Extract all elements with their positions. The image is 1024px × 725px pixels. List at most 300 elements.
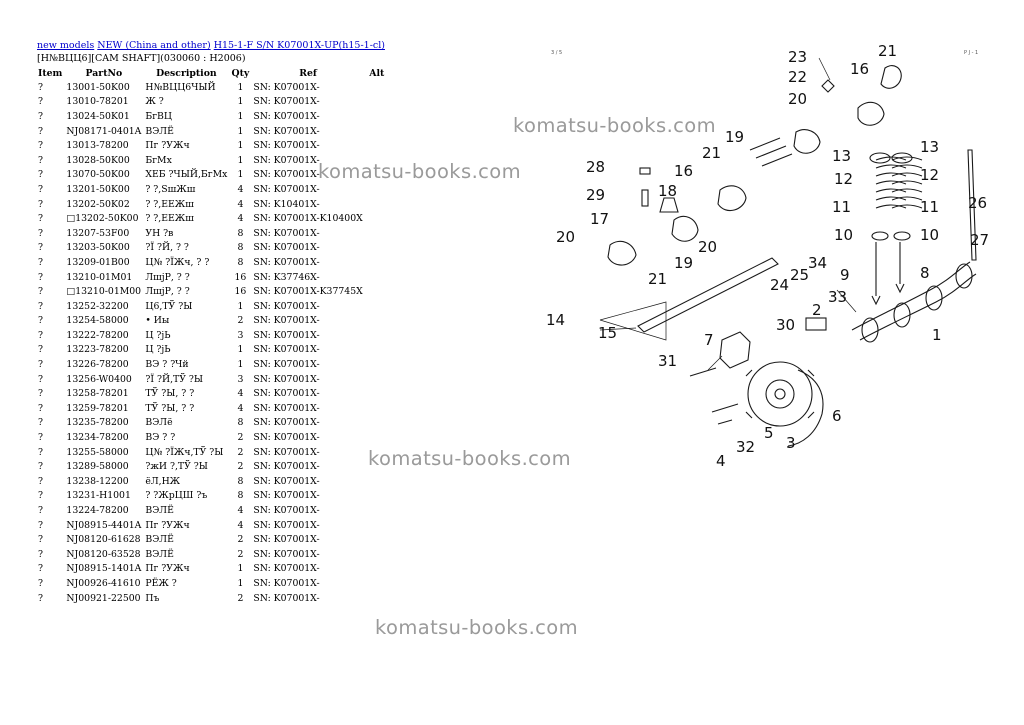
qty-cell: 8 bbox=[237, 475, 244, 487]
parts-table-body bbox=[36, 80, 389, 605]
watermark-3: komatsu-books.com bbox=[368, 447, 572, 470]
qty-cell: 1 bbox=[237, 81, 244, 93]
qty-cell: 2 bbox=[237, 548, 244, 560]
col-header-item: Item bbox=[38, 67, 63, 79]
qty-cell: 1 bbox=[237, 344, 244, 356]
col-header-alt: Alt bbox=[369, 67, 385, 79]
description-cell: ? ?,ЕЕЖш bbox=[145, 213, 194, 225]
description-cell: Ж ? bbox=[145, 96, 164, 108]
alt-cell bbox=[365, 430, 389, 445]
alt-cell bbox=[365, 576, 389, 591]
description-cell: ВЭ ? ? bbox=[145, 432, 176, 444]
description-cell: ЛшjР, ? ? bbox=[145, 286, 190, 298]
table-row bbox=[36, 416, 389, 431]
alt-cell bbox=[365, 138, 389, 153]
alt-cell bbox=[365, 270, 389, 285]
qty-cell: 1 bbox=[237, 125, 244, 137]
page-mark-right: P J - 1 bbox=[964, 50, 979, 56]
ref-cell: SN: K07001X- bbox=[253, 125, 320, 137]
table-row bbox=[36, 489, 389, 504]
description-cell: Пг ?УЖч bbox=[145, 563, 190, 575]
qty-cell: 8 bbox=[237, 490, 244, 502]
table-row bbox=[36, 532, 389, 547]
partno-cell: 13201-50K00 bbox=[66, 183, 130, 195]
description-cell: ТЎ ?Ы, ? ? bbox=[145, 388, 195, 400]
watermark-4: komatsu-books.com bbox=[375, 616, 579, 639]
partno-cell: 13256-W0400 bbox=[66, 373, 132, 385]
ref-cell: SN: K07001X- bbox=[253, 432, 320, 444]
partno-cell: 13203-50K00 bbox=[66, 242, 130, 254]
alt-cell bbox=[365, 562, 389, 577]
table-row bbox=[36, 591, 389, 606]
ref-cell: SN: K07001X- bbox=[253, 96, 320, 108]
description-cell: Ц№ ?ЇЖч, ? ? bbox=[145, 256, 210, 268]
description-cell: Пг ?УЖч bbox=[145, 140, 190, 152]
partno-cell: 13231-H1001 bbox=[66, 490, 131, 502]
callout-22: 22 bbox=[788, 68, 808, 86]
qty-cell: 2 bbox=[237, 534, 244, 546]
callout-14: 14 bbox=[546, 311, 566, 329]
description-cell: Пъ bbox=[145, 592, 160, 604]
qty-cell: 3 bbox=[237, 373, 244, 385]
callout-13b: 13 bbox=[920, 138, 940, 156]
table-row bbox=[36, 445, 389, 460]
alt-cell bbox=[365, 255, 389, 270]
description-cell: • Иы bbox=[145, 315, 170, 327]
col-header-ref: Ref bbox=[299, 67, 317, 79]
qty-cell: 8 bbox=[237, 256, 244, 268]
ref-cell: SN: K07001X- bbox=[253, 256, 320, 268]
callout-21: 21 bbox=[878, 42, 898, 60]
item-cell: ? bbox=[38, 154, 43, 166]
alt-cell bbox=[365, 547, 389, 562]
qty-cell: 1 bbox=[237, 563, 244, 575]
callout-1: 1 bbox=[932, 326, 942, 344]
alt-cell bbox=[365, 357, 389, 372]
description-cell: ТЎ ?Ы, ? ? bbox=[145, 402, 195, 414]
ref-cell: SN: K07001X- bbox=[253, 300, 320, 312]
alt-cell bbox=[365, 343, 389, 358]
alt-cell bbox=[365, 386, 389, 401]
item-cell: ? bbox=[38, 475, 43, 487]
partno-cell: 13001-50K00 bbox=[66, 81, 130, 93]
table-row bbox=[36, 314, 389, 329]
partno-cell: NJ08120-61628 bbox=[66, 534, 141, 546]
qty-cell: 4 bbox=[237, 519, 244, 531]
partno-cell: 13258-78201 bbox=[66, 388, 129, 400]
ref-cell: SN: K07001X- bbox=[253, 490, 320, 502]
table-row bbox=[36, 372, 389, 387]
item-cell: ? bbox=[38, 577, 43, 589]
partno-cell: 13070-50K00 bbox=[66, 169, 130, 181]
ref-cell: SN: K07001X- bbox=[253, 519, 320, 531]
partno-cell: 13255-58000 bbox=[66, 446, 129, 458]
partno-cell: NJ08120-63528 bbox=[66, 548, 141, 560]
qty-cell: 16 bbox=[234, 271, 247, 283]
qty-cell: 8 bbox=[237, 227, 244, 239]
item-cell: ? bbox=[38, 183, 43, 195]
table-row bbox=[36, 226, 389, 241]
qty-cell: 4 bbox=[237, 505, 244, 517]
table-header-row bbox=[36, 66, 389, 80]
description-cell: Ц№ ?ЇЖч,ТЎ ?Ы bbox=[145, 446, 224, 458]
table-row bbox=[36, 241, 389, 256]
partno-cell: 13238-12200 bbox=[66, 475, 129, 487]
description-cell: Ц ?јЬ bbox=[145, 329, 171, 341]
ref-cell: SN: K07001X- bbox=[253, 505, 320, 517]
breadcrumb-link-model[interactable]: H15-1-F S/N K07001X-UP(h15-1-cl) bbox=[213, 40, 385, 51]
item-cell: ? bbox=[38, 402, 43, 414]
callout-29: 29 bbox=[586, 186, 606, 204]
item-cell: ? bbox=[38, 169, 43, 181]
callout-26: 26 bbox=[968, 194, 988, 212]
table-row bbox=[36, 357, 389, 372]
qty-cell: 1 bbox=[237, 359, 244, 371]
alt-cell bbox=[365, 503, 389, 518]
partno-cell: 13223-78200 bbox=[66, 344, 129, 356]
callout-27: 27 bbox=[970, 231, 990, 249]
item-cell: ? bbox=[38, 81, 43, 93]
qty-cell: 8 bbox=[237, 417, 244, 429]
table-row bbox=[36, 80, 389, 95]
cam-shaft-exploded-diagram bbox=[540, 40, 1010, 480]
item-cell: ? bbox=[38, 417, 43, 429]
alt-cell bbox=[365, 284, 389, 299]
callout-16b: 16 bbox=[850, 60, 870, 78]
description-cell: Ц ?јЬ bbox=[145, 344, 171, 356]
qty-cell: 4 bbox=[237, 183, 244, 195]
table-row bbox=[36, 343, 389, 358]
ref-cell: SN: K07001X- bbox=[253, 534, 320, 546]
item-cell: ? bbox=[38, 446, 43, 458]
callout-23: 23 bbox=[788, 48, 808, 66]
ref-cell: SN: K07001X- bbox=[253, 169, 320, 181]
alt-cell bbox=[365, 489, 389, 504]
ref-cell: SN: K07001X- bbox=[253, 359, 320, 371]
partno-cell: NJ08915-4401A bbox=[66, 519, 142, 531]
qty-cell: 1 bbox=[237, 577, 244, 589]
item-cell: ? bbox=[38, 373, 43, 385]
item-cell: ? bbox=[38, 505, 43, 517]
col-header-qty: Qty bbox=[231, 67, 250, 79]
alt-cell bbox=[365, 518, 389, 533]
callout-18: 18 bbox=[658, 182, 678, 200]
ref-cell: SN: K07001X- bbox=[253, 183, 320, 195]
alt-cell bbox=[365, 328, 389, 343]
callout-2: 2 bbox=[812, 301, 822, 319]
table-row bbox=[36, 430, 389, 445]
item-cell: ? bbox=[38, 388, 43, 400]
page-mark-left: 3 / 5 bbox=[551, 50, 563, 56]
item-cell: ? bbox=[38, 534, 43, 546]
table-row bbox=[36, 211, 389, 226]
callout-21b: 21 bbox=[702, 144, 722, 162]
callout-17: 17 bbox=[590, 210, 610, 228]
alt-cell bbox=[365, 474, 389, 489]
breadcrumb-link-new-models[interactable]: new models bbox=[37, 40, 95, 51]
callout-21c: 21 bbox=[648, 270, 668, 288]
qty-cell: 1 bbox=[237, 154, 244, 166]
qty-cell: 1 bbox=[237, 140, 244, 152]
partno-cell: 13259-78201 bbox=[66, 402, 129, 414]
description-cell: РЁЖ ? bbox=[145, 577, 177, 589]
ref-cell: SN: K07001X- bbox=[253, 446, 320, 458]
partno-cell: 13226-78200 bbox=[66, 359, 129, 371]
item-cell: ? bbox=[38, 563, 43, 575]
ref-cell: SN: K07001X- bbox=[253, 329, 320, 341]
callout-31: 31 bbox=[658, 352, 678, 370]
callout-16: 16 bbox=[674, 162, 694, 180]
item-cell: ? bbox=[38, 329, 43, 341]
table-row bbox=[36, 109, 389, 124]
ref-cell: SN: K07001X- bbox=[253, 592, 320, 604]
ref-cell: SN: K07001X- bbox=[253, 417, 320, 429]
callout-32: 32 bbox=[736, 438, 756, 456]
description-cell: ХЕБ ?ЧЫЙ,БгМх bbox=[145, 169, 228, 181]
table-row bbox=[36, 562, 389, 577]
breadcrumb-link-region[interactable]: NEW (China and other) bbox=[97, 40, 211, 51]
alt-cell bbox=[365, 372, 389, 387]
ref-cell: SN: K07001X- bbox=[253, 402, 320, 414]
callout-28: 28 bbox=[586, 158, 606, 176]
ref-cell: SN: K07001X- bbox=[253, 373, 320, 385]
item-cell: ? bbox=[38, 490, 43, 502]
table-row bbox=[36, 124, 389, 139]
qty-cell: 8 bbox=[237, 242, 244, 254]
alt-cell bbox=[365, 211, 389, 226]
callout-12b: 12 bbox=[920, 166, 940, 184]
item-cell: ? bbox=[38, 242, 43, 254]
callout-33: 33 bbox=[828, 288, 848, 306]
table-row bbox=[36, 255, 389, 270]
ref-cell: SN: K07001X- bbox=[253, 81, 320, 93]
description-cell: ВЭЛё bbox=[145, 417, 173, 429]
description-cell: ?Ї ?Й, ? ? bbox=[145, 242, 189, 254]
qty-cell: 1 bbox=[237, 300, 244, 312]
table-row bbox=[36, 182, 389, 197]
qty-cell: 2 bbox=[237, 461, 244, 473]
alt-cell bbox=[365, 591, 389, 606]
partno-cell: NJ00926-41610 bbox=[66, 577, 141, 589]
table-row bbox=[36, 576, 389, 591]
partno-cell: NJ08915-1401A bbox=[66, 563, 142, 575]
alt-cell bbox=[365, 80, 389, 95]
description-cell: ?Ї ?Й,ТЎ ?Ы bbox=[145, 373, 204, 385]
partno-cell: 13202-50K02 bbox=[66, 198, 130, 210]
qty-cell: 4 bbox=[237, 213, 244, 225]
alt-cell bbox=[365, 401, 389, 416]
alt-cell bbox=[365, 532, 389, 547]
item-cell: ? bbox=[38, 548, 43, 560]
item-cell: ? bbox=[38, 432, 43, 444]
callout-4: 4 bbox=[716, 452, 726, 470]
ref-cell: SN: K07001X- bbox=[253, 577, 320, 589]
item-cell: ? bbox=[38, 359, 43, 371]
partno-cell: 13224-78200 bbox=[66, 505, 129, 517]
callout-12: 12 bbox=[834, 170, 854, 188]
table-row bbox=[36, 284, 389, 299]
alt-cell bbox=[365, 226, 389, 241]
table-row bbox=[36, 197, 389, 212]
callout-30: 30 bbox=[776, 316, 796, 334]
ref-cell: SN: K07001X-K37745X bbox=[253, 286, 363, 298]
table-row bbox=[36, 95, 389, 110]
description-cell: УН ?в bbox=[145, 227, 174, 239]
callout-8: 8 bbox=[920, 264, 930, 282]
partno-cell: 13010-78201 bbox=[66, 96, 129, 108]
alt-cell bbox=[365, 124, 389, 139]
description-cell: ?жИ ?,ТЎ ?Ы bbox=[145, 461, 208, 473]
callout-20b: 20 bbox=[698, 238, 718, 256]
description-cell: ЛшjР, ? ? bbox=[145, 271, 190, 283]
alt-cell bbox=[365, 197, 389, 212]
ref-cell: SN: K07001X- bbox=[253, 227, 320, 239]
description-cell: Н№ВЦЦ6ЧЫЙ bbox=[145, 81, 216, 93]
table-row bbox=[36, 138, 389, 153]
callout-34: 34 bbox=[808, 254, 828, 272]
callout-5: 5 bbox=[764, 424, 774, 442]
alt-cell bbox=[365, 95, 389, 110]
partno-cell: □13202-50K00 bbox=[66, 213, 139, 225]
ref-cell: SN: K07001X- bbox=[253, 140, 320, 152]
ref-cell: SN: K07001X- bbox=[253, 344, 320, 356]
description-cell: ? ?ЖрЦШ ?ъ bbox=[145, 490, 208, 502]
callout-10: 10 bbox=[834, 226, 854, 244]
partno-cell: NJ08171-0401A bbox=[66, 125, 142, 137]
table-row bbox=[36, 401, 389, 416]
description-cell: ВЭ ? ?Чй bbox=[145, 359, 189, 371]
alt-cell bbox=[365, 241, 389, 256]
qty-cell: 2 bbox=[237, 432, 244, 444]
callout-19b: 19 bbox=[674, 254, 694, 272]
alt-cell bbox=[365, 314, 389, 329]
callout-20: 20 bbox=[556, 228, 576, 246]
ref-cell: SN: K07001X- bbox=[253, 315, 320, 327]
partno-cell: 13210-01M01 bbox=[66, 271, 133, 283]
callout-10b: 10 bbox=[920, 226, 940, 244]
alt-cell bbox=[365, 109, 389, 124]
partno-cell: 13252-32200 bbox=[66, 300, 129, 312]
qty-cell: 2 bbox=[237, 315, 244, 327]
partno-cell: □13210-01M00 bbox=[66, 286, 142, 298]
item-cell: ? bbox=[38, 344, 43, 356]
watermark-2: komatsu-books.com bbox=[318, 160, 522, 183]
page-subtitle: [H№ВЦЦ6][CAM SHAFT](030060 : H2006) bbox=[37, 53, 246, 64]
callout-20c: 20 bbox=[788, 90, 808, 108]
qty-cell: 2 bbox=[237, 592, 244, 604]
callout-11b: 11 bbox=[920, 198, 940, 216]
partno-cell: 13222-78200 bbox=[66, 329, 129, 341]
ref-cell: SN: K07001X- bbox=[253, 563, 320, 575]
qty-cell: 4 bbox=[237, 388, 244, 400]
qty-cell: 4 bbox=[237, 402, 244, 414]
callout-15: 15 bbox=[598, 324, 618, 342]
col-header-partno: PartNo bbox=[85, 67, 123, 79]
qty-cell: 16 bbox=[234, 286, 247, 298]
diagram-callouts bbox=[546, 42, 989, 470]
ref-cell: SN: K07001X- bbox=[253, 475, 320, 487]
item-cell: ? bbox=[38, 110, 43, 122]
partno-cell: NJ00921-22500 bbox=[66, 592, 141, 604]
item-cell: ? bbox=[38, 300, 43, 312]
partno-cell: 13254-58000 bbox=[66, 315, 129, 327]
table-row bbox=[36, 459, 389, 474]
alt-cell bbox=[365, 299, 389, 314]
qty-cell: 1 bbox=[237, 96, 244, 108]
description-cell: БгВЦ bbox=[145, 110, 173, 122]
partno-cell: 13235-78200 bbox=[66, 417, 129, 429]
callout-25: 25 bbox=[790, 266, 810, 284]
description-cell: ? ?,SшЖш bbox=[145, 183, 196, 195]
callout-19: 19 bbox=[725, 128, 745, 146]
partno-cell: 13234-78200 bbox=[66, 432, 129, 444]
col-header-description: Description bbox=[156, 67, 217, 79]
table-row bbox=[36, 518, 389, 533]
item-cell: ? bbox=[38, 213, 43, 225]
partno-cell: 13289-58000 bbox=[66, 461, 129, 473]
table-row bbox=[36, 386, 389, 401]
table-row bbox=[36, 547, 389, 562]
qty-cell: 3 bbox=[237, 329, 244, 341]
alt-cell bbox=[365, 182, 389, 197]
callout-13: 13 bbox=[832, 147, 852, 165]
description-cell: ВЭЛЁ bbox=[145, 505, 174, 517]
table-row bbox=[36, 328, 389, 343]
ref-cell: SN: K07001X- bbox=[253, 154, 320, 166]
item-cell: ? bbox=[38, 198, 43, 210]
watermark-1: komatsu-books.com bbox=[513, 114, 717, 137]
partno-cell: 13013-78200 bbox=[66, 140, 129, 152]
ref-cell: SN: K07001X- bbox=[253, 461, 320, 473]
ref-cell: SN: K07001X- bbox=[253, 548, 320, 560]
partno-cell: 13024-50K01 bbox=[66, 110, 130, 122]
description-cell: ВЭЛЁ bbox=[145, 534, 174, 546]
callout-11: 11 bbox=[832, 198, 852, 216]
ref-cell: SN: K10401X- bbox=[253, 198, 320, 210]
qty-cell: 1 bbox=[237, 169, 244, 181]
item-cell: ? bbox=[38, 461, 43, 473]
ref-cell: SN: K07001X- bbox=[253, 388, 320, 400]
item-cell: ? bbox=[38, 125, 43, 137]
item-cell: ? bbox=[38, 286, 43, 298]
ref-cell: SN: K37746X- bbox=[253, 271, 320, 283]
item-cell: ? bbox=[38, 315, 43, 327]
item-cell: ? bbox=[38, 256, 43, 268]
table-row bbox=[36, 270, 389, 285]
item-cell: ? bbox=[38, 519, 43, 531]
item-cell: ? bbox=[38, 227, 43, 239]
description-cell: Ц6,ТЎ ?Ы bbox=[145, 300, 193, 312]
callout-7: 7 bbox=[704, 331, 714, 349]
item-cell: ? bbox=[38, 96, 43, 108]
qty-cell: 4 bbox=[237, 198, 244, 210]
description-cell: ёЛ,НЖ bbox=[145, 475, 181, 487]
item-cell: ? bbox=[38, 592, 43, 604]
callout-9: 9 bbox=[840, 266, 850, 284]
callout-24: 24 bbox=[770, 276, 790, 294]
callout-6: 6 bbox=[832, 407, 842, 425]
parts-table bbox=[36, 66, 389, 605]
qty-cell: 2 bbox=[237, 446, 244, 458]
partno-cell: 13207-53F00 bbox=[66, 227, 130, 239]
description-cell: ВЭЛЁ bbox=[145, 125, 174, 137]
alt-cell bbox=[365, 416, 389, 431]
callout-3: 3 bbox=[786, 434, 796, 452]
item-cell: ? bbox=[38, 271, 43, 283]
ref-cell: SN: K07001X- bbox=[253, 110, 320, 122]
ref-cell: SN: K07001X- bbox=[253, 242, 320, 254]
breadcrumb bbox=[37, 40, 385, 51]
